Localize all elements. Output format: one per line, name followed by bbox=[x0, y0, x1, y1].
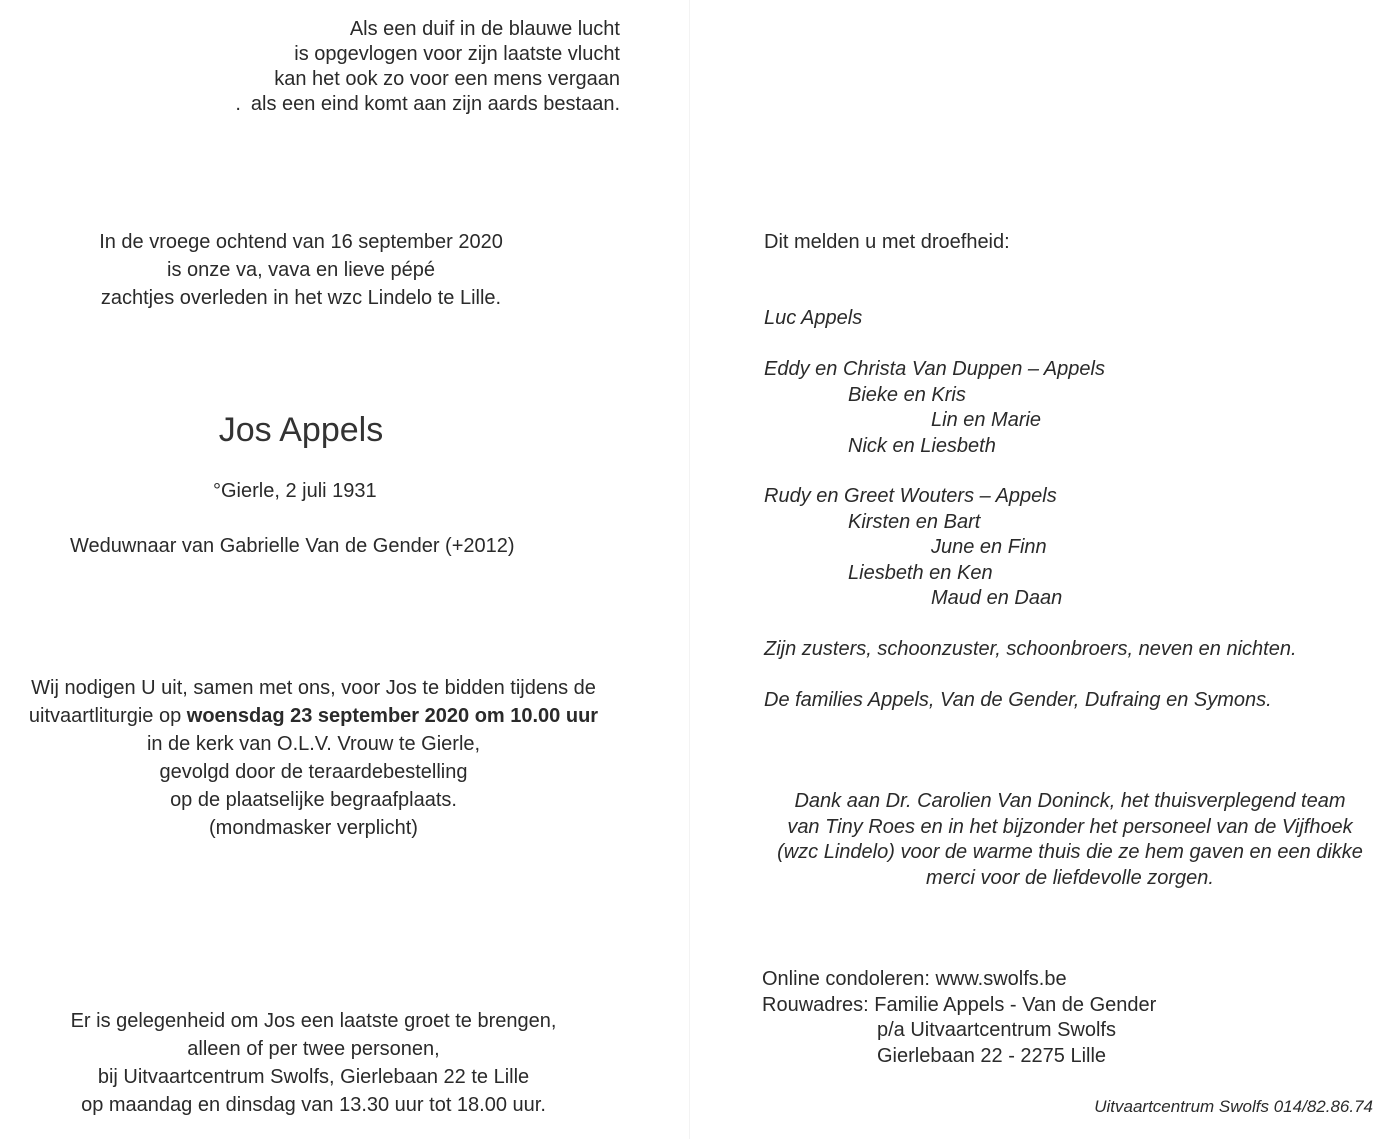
deceased-name: Jos Appels bbox=[218, 411, 384, 449]
funeral-datetime: woensdag 23 september 2020 om 10.00 uur bbox=[186, 705, 599, 727]
visit-line: bij Uitvaartcentrum Swolfs, Gierlebaan 22 te Lille bbox=[97, 1066, 530, 1088]
funeral-line: op de plaatselijke begraafplaats. bbox=[170, 789, 457, 811]
contact bbox=[762, 967, 1156, 1069]
funeral-info bbox=[0, 674, 627, 842]
announcement-line: In de vroege ochtend van 16 september 2020 bbox=[99, 231, 503, 253]
funeral-line: in de kerk van O.L.V. Vrouw te Gierle, bbox=[146, 733, 481, 755]
thanks-line: Dank aan Dr. Carolien Van Doninck, het thuisverplegend team bbox=[794, 790, 1346, 812]
announcement bbox=[40, 228, 562, 312]
center-fold-line bbox=[689, 0, 690, 1139]
widower-info: Weduwnaar van Gabrielle Van de Gender (+2012) bbox=[70, 535, 515, 557]
family-member: Nick en Liesbeth bbox=[848, 434, 996, 457]
family-member: Liesbeth en Ken bbox=[848, 561, 993, 584]
announcement-line: zachtjes overleden in het wzc Lindelo te Lille. bbox=[100, 287, 502, 309]
funeral-line: (mondmasker verplicht) bbox=[209, 817, 418, 839]
visit-line: Er is gelegenheid om Jos een laatste groet te brengen, bbox=[70, 1010, 557, 1032]
deceased-block bbox=[40, 410, 562, 450]
address-line: Gierlebaan 22 - 2275 Lille bbox=[877, 1044, 1107, 1067]
poem-line: als een eind komt aan zijn aards bestaan. bbox=[250, 93, 620, 115]
thanks-line: van Tiny Roes en in het bijzonder het personeel van de Vijfhoek bbox=[787, 815, 1353, 838]
visit-line: alleen of per twee personen, bbox=[187, 1038, 440, 1060]
thanks-line: (wzc Lindelo) voor de warme thuis die ze hem gaven en een dikke bbox=[777, 841, 1363, 863]
visit-line: op maandag en dinsdag van 13.30 uur tot 18.00 uur. bbox=[81, 1094, 546, 1116]
announcement-line: is onze va, vava en lieve pépé bbox=[167, 259, 435, 281]
poem-line: Als een duif in de blauwe lucht bbox=[349, 18, 620, 40]
family-rudy-branch bbox=[764, 484, 1062, 612]
funeral-line: gevolgd door de teraardebestelling bbox=[159, 761, 468, 783]
funeral-line-datetime bbox=[0, 702, 627, 730]
family-member: Kirsten en Bart bbox=[848, 510, 981, 533]
birth-info: °Gierle, 2 juli 1931 bbox=[213, 480, 377, 502]
family-intro: Dit melden u met droefheid: bbox=[764, 231, 1010, 253]
address-line: p/a Uitvaartcentrum Swolfs bbox=[877, 1019, 1116, 1041]
family-member: Maud en Daan bbox=[931, 587, 1063, 609]
thanks bbox=[760, 789, 1380, 891]
thanks-line: merci voor de liefdevolle zorgen. bbox=[926, 866, 1214, 889]
family-member: Rudy en Greet Wouters – Appels bbox=[764, 485, 1057, 507]
family-siblings: Zijn zusters, schoonzuster, schoonbroers, neven en nichten. bbox=[764, 638, 1297, 660]
poem bbox=[60, 17, 620, 117]
family-eddy-branch bbox=[764, 357, 1105, 459]
mourning-address: Rouwadres: Familie Appels - Van de Gender bbox=[762, 993, 1157, 1016]
family-member: Lin en Marie bbox=[931, 409, 1042, 431]
family-families: De families Appels, Van de Gender, Dufraing en Symons. bbox=[764, 689, 1272, 711]
visit-info bbox=[0, 1007, 627, 1119]
stray-mark: . bbox=[235, 93, 241, 115]
family-member: June en Finn bbox=[931, 536, 1047, 558]
family-member: Bieke en Kris bbox=[848, 383, 966, 406]
poem-line: kan het ook zo voor een mens vergaan bbox=[274, 68, 620, 90]
funeral-prefix: uitvaartliturgie op bbox=[28, 705, 187, 727]
family-luc: Luc Appels bbox=[764, 307, 863, 329]
poem-line: is opgevlogen voor zijn laatste vlucht bbox=[294, 43, 620, 65]
funeral-home-footer: Uitvaartcentrum Swolfs 014/82.86.74 bbox=[1094, 1097, 1373, 1116]
poem-line-last bbox=[60, 92, 620, 117]
family-member: Eddy en Christa Van Duppen – Appels bbox=[764, 358, 1105, 380]
online-condolence: Online condoleren: www.swolfs.be bbox=[762, 968, 1067, 990]
funeral-line: Wij nodigen U uit, samen met ons, voor Jos te bidden tijdens de bbox=[31, 677, 596, 699]
